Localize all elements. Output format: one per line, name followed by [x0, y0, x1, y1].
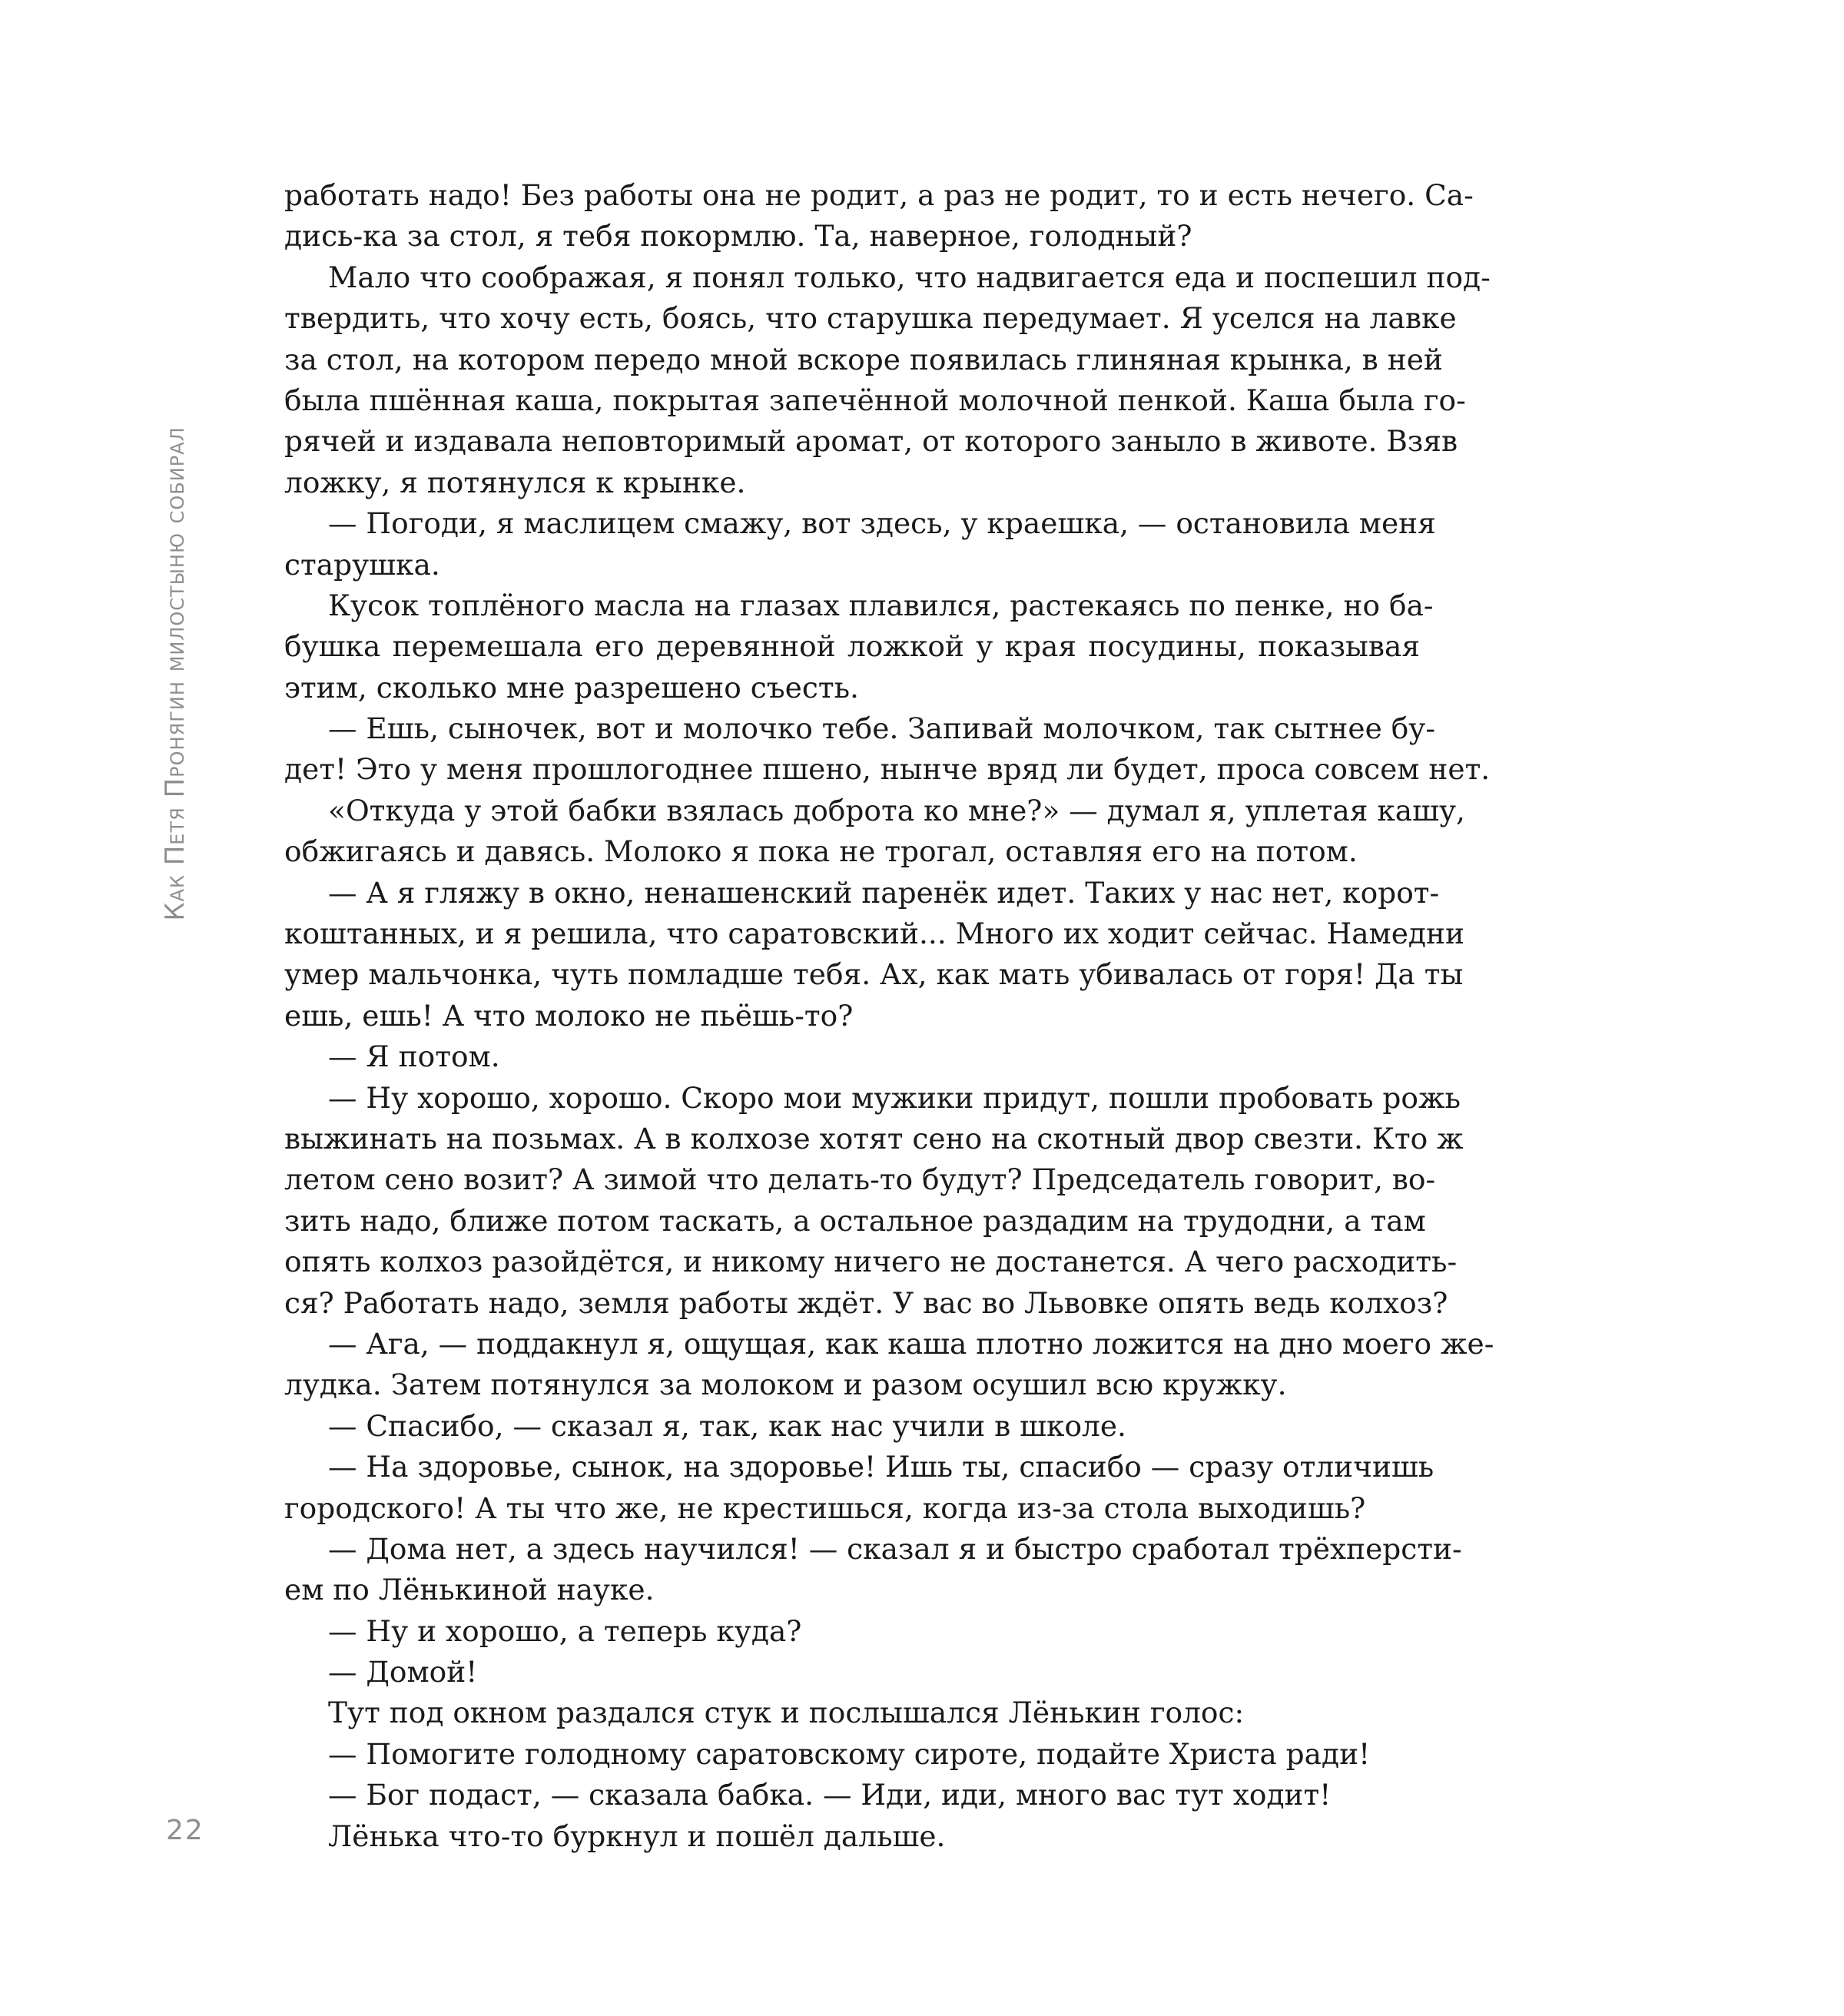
text-line: ложку, я потянулся к крынке. — [284, 465, 746, 499]
text-line: рячей и издавала неповторимый аромат, от которого заныло в животе. Взяв — [284, 424, 1458, 459]
text-line: — Дома нет, а здесь научился! — сказал я и быстро сработал трёхперсти- — [328, 1531, 1462, 1566]
text-line: — Ну и хорошо, а теперь куда? — [328, 1613, 802, 1648]
text-line: — Ешь, сыночек, вот и молочко тебе. Запивай молочком, так сытнее бу- — [328, 711, 1436, 746]
text-line: дись-ка за стол, я тебя покормлю. Та, наверное, голодный? — [284, 219, 1192, 254]
text-line: — Спасибо, — сказал я, так, как нас учили в школе. — [328, 1408, 1126, 1443]
text-line: старушка. — [284, 547, 440, 582]
text-line: — Ну хорошо, хорошо. Скоро мои мужики придут, пошли пробовать рожь — [328, 1080, 1461, 1115]
text-line: — Домой! — [328, 1655, 478, 1689]
page-number: 22 — [166, 1815, 204, 1846]
text-line: ся? Работать надо, земля работы ждёт. У вас во Львовке опять ведь колхоз? — [284, 1285, 1448, 1320]
text-line: дет! Это у меня прошлогоднее пшено, нынче вряд ли будет, проса совсем нет. — [284, 752, 1491, 787]
text-line: выжинать на позьмах. А в колхозе хотят сено на скотный двор свезти. Кто ж — [284, 1121, 1464, 1156]
text-line: летом сено возит? А зимой что делать-то будут? Председатель говорит, во- — [284, 1162, 1436, 1197]
text-line: — Ага, — поддакнул я, ощущая, как каша плотно ложится на дно моего же- — [328, 1326, 1494, 1361]
text-line: твердить, что хочу есть, боясь, что старушка передумает. Я уселся на лавке — [284, 301, 1457, 336]
text-line: зить надо, ближе потом таскать, а остальное раздадим на трудодни, а там — [284, 1203, 1426, 1238]
running-head-text: Как Петя Пронягин милостыню собирал — [160, 426, 191, 921]
text-line: коштанных, и я решила, что саратовский... Много их ходит сейчас. Намедни — [284, 917, 1464, 951]
text-line: городского! А ты что же, не крестишься, когда из-за стола выходишь? — [284, 1490, 1366, 1525]
text-line: этим, сколько мне разрешено съесть. — [284, 670, 859, 705]
text-line: Тут под окном раздался стук и послышался Лёнькин голос: — [328, 1696, 1245, 1730]
text-line: лудка. Затем потянулся за молоком и разом осушил всю кружку. — [284, 1368, 1287, 1402]
text-line: умер мальчонка, чуть помладше тебя. Ах, как мать убивалась от горя! Да ты — [284, 957, 1464, 992]
text-line: ем по Лёнькиной науке. — [284, 1573, 655, 1607]
text-line: Кусок топлёного масла на глазах плавился, растекаясь по пенке, но ба- — [328, 588, 1434, 622]
text-line: работать надо! Без работы она не родит, а раз не родит, то и есть нечего. Са- — [284, 178, 1474, 212]
text-line: — Я потом. — [328, 1040, 500, 1074]
text-line: Лёнька что-то буркнул и пошёл дальше. — [328, 1819, 946, 1853]
text-line: ешь, ешь! А что молоко не пьёшь-то? — [284, 998, 854, 1033]
text-line: — На здоровье, сынок, на здоровье! Ишь ты, спасибо — сразу отличишь — [328, 1450, 1434, 1484]
text-line: за стол, на котором передо мной вскоре появилась глиняная крынка, в ней — [284, 342, 1443, 376]
text-line: Мало что соображая, я понял только, что надвигается еда и поспешил под- — [328, 260, 1491, 294]
body-text — [284, 175, 1494, 1857]
text-line: — А я гляжу в окно, ненашенский паренёк идет. Таких у нас нет, корот- — [328, 875, 1440, 910]
text-line: — Помогите голодному саратовскому сироте, подайте Христа ради! — [328, 1736, 1371, 1771]
text-line: бушка перемешала его деревянной ложкой у края посудины, показывая — [284, 629, 1420, 664]
text-line: была пшённая каша, покрытая запечённой молочной пенкой. Каша была го- — [284, 383, 1466, 417]
text-line: «Откуда у этой бабки взялась доброта ко мне?» — думал я, уплетая кашу, — [328, 793, 1465, 827]
text-line: — Погоди, я маслицем смажу, вот здесь, у краешка, — остановила меня — [328, 506, 1436, 541]
text-line: — Бог подаст, — сказала бабка. — Иди, иди, много вас тут ходит! — [328, 1778, 1332, 1812]
text-line: обжигаясь и давясь. Молоко я пока не трогал, оставляя его на потом. — [284, 834, 1358, 869]
text-line: опять колхоз разойдётся, и никому ничего не достанется. А чего расходить- — [284, 1245, 1458, 1279]
